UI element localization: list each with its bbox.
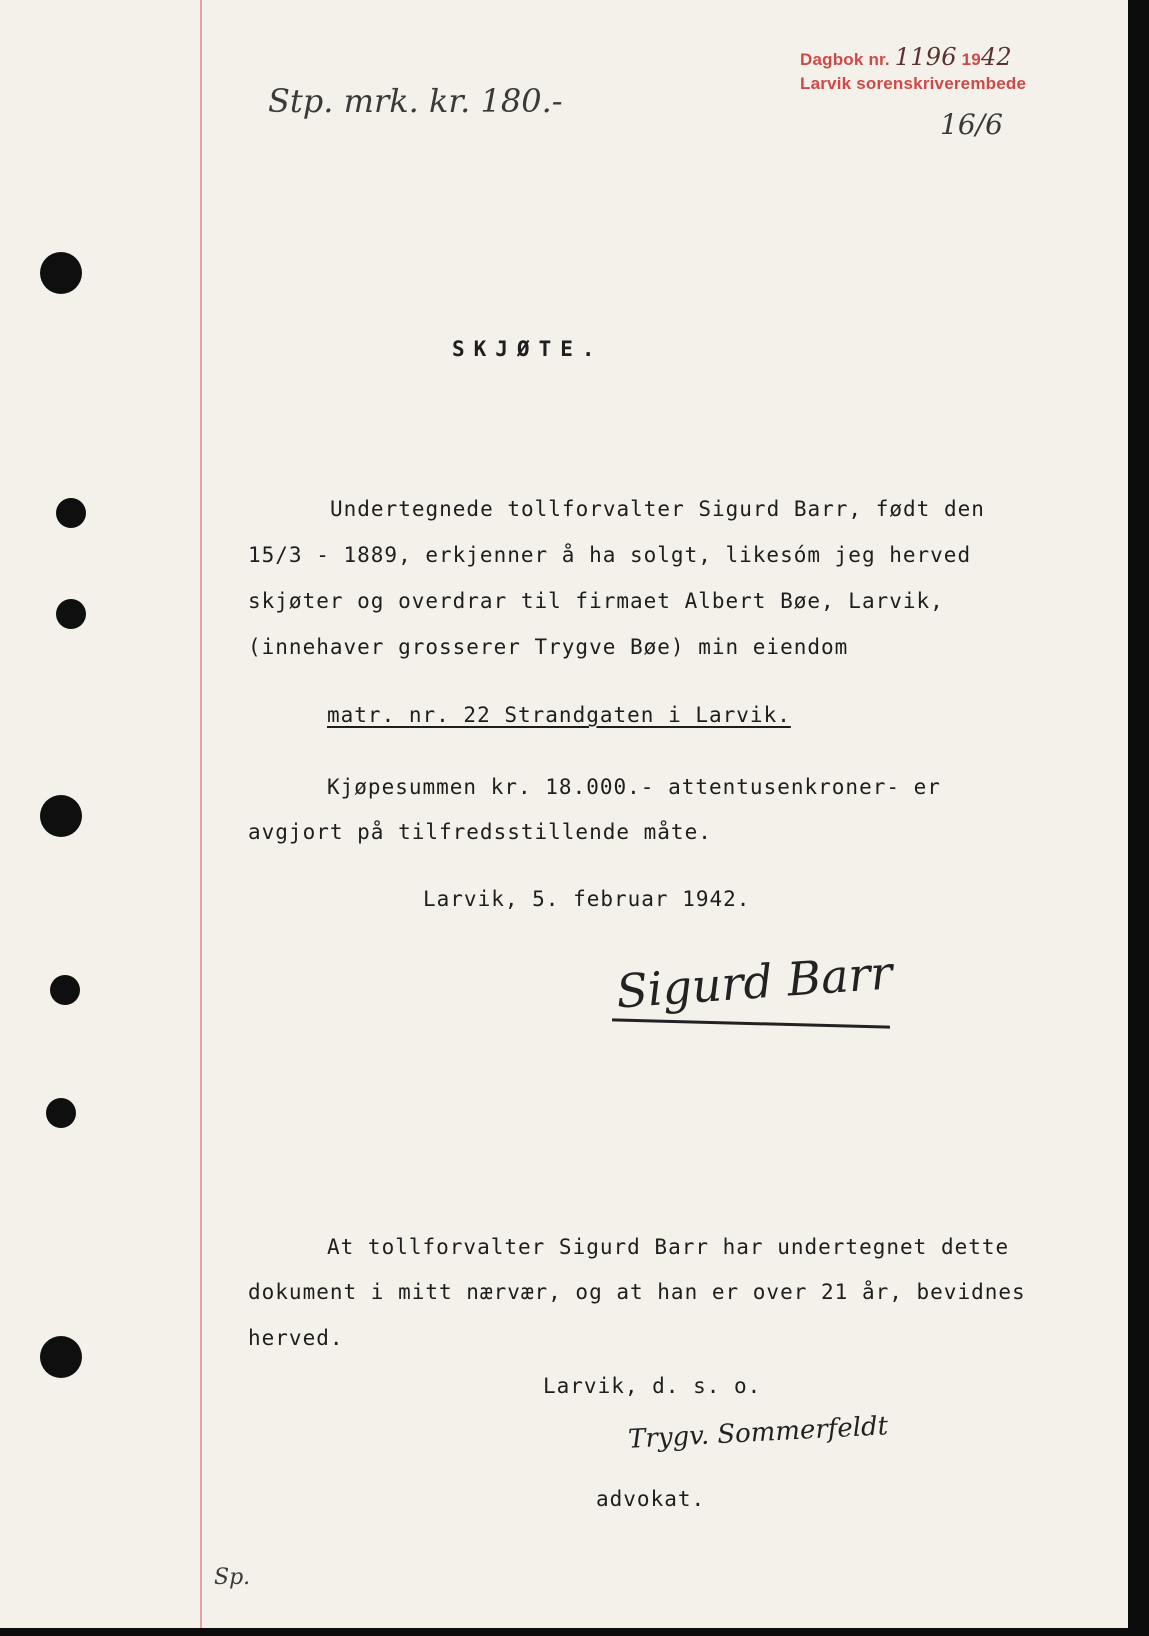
paragraph3-line2: dokument i mitt nærvær, og at han er over 21 år, bevidnes — [248, 1280, 1026, 1304]
registry-stamp — [800, 45, 1026, 96]
paragraph3-line3: herved. — [248, 1326, 344, 1350]
stamp-annotation: 16/6 — [940, 108, 1003, 141]
paragraph1-line1: Undertegnede tollforvalter Sigurd Barr, født den — [330, 497, 985, 521]
stamp-year-suffix: 42 — [980, 43, 1012, 71]
stamp-label: Dagbok nr. — [800, 50, 890, 69]
stamp-number: 1196 — [894, 43, 957, 71]
footer-mark: Sp. — [214, 1565, 251, 1590]
punch-hole-2 — [56, 498, 86, 528]
pencil-note: Stp. mrk. kr. 180.- — [268, 82, 563, 120]
place-date-2: Larvik, d. s. o. — [543, 1374, 762, 1398]
paragraph1-line2: 15/3 - 1889, erkjenner å ha solgt, likesóm jeg herved — [248, 543, 972, 567]
property-line: matr. nr. 22 Strandgaten i Larvik. — [327, 703, 791, 727]
punch-hole-6 — [46, 1098, 76, 1128]
margin-line — [200, 0, 202, 1628]
punch-hole-4 — [40, 795, 82, 837]
signature-witness: Trygv. Sommerfeldt — [627, 1411, 889, 1455]
place-date: Larvik, 5. februar 1942. — [423, 887, 751, 911]
paragraph3-line1: At tollforvalter Sigurd Barr har undertegnet dette — [327, 1235, 1010, 1259]
document-title: SKJØTE. — [452, 337, 604, 361]
signature-underline — [612, 1018, 890, 1028]
signature-sigurd-barr: Sigurd Barr — [614, 945, 895, 1019]
role-advokat: advokat. — [596, 1487, 706, 1511]
paragraph1-line3: skjøter og overdrar til firmaet Albert Bøe, Larvik, — [248, 589, 944, 613]
paragraph2-line1: Kjøpesummen kr. 18.000.- attentusenkroner- er — [327, 775, 941, 799]
punch-hole-5 — [50, 975, 80, 1005]
stamp-office: Larvik sorenskriverembede — [800, 74, 1027, 93]
paragraph1-line4: (innehaver grosserer Trygve Bøe) min eiendom — [248, 635, 849, 659]
stamp-year-prefix: 19 — [961, 50, 981, 69]
punch-hole-3 — [56, 599, 86, 629]
punch-hole-7 — [40, 1336, 82, 1378]
punch-hole-1 — [40, 252, 82, 294]
paragraph2-line2: avgjort på tilfredsstillende måte. — [248, 820, 712, 844]
